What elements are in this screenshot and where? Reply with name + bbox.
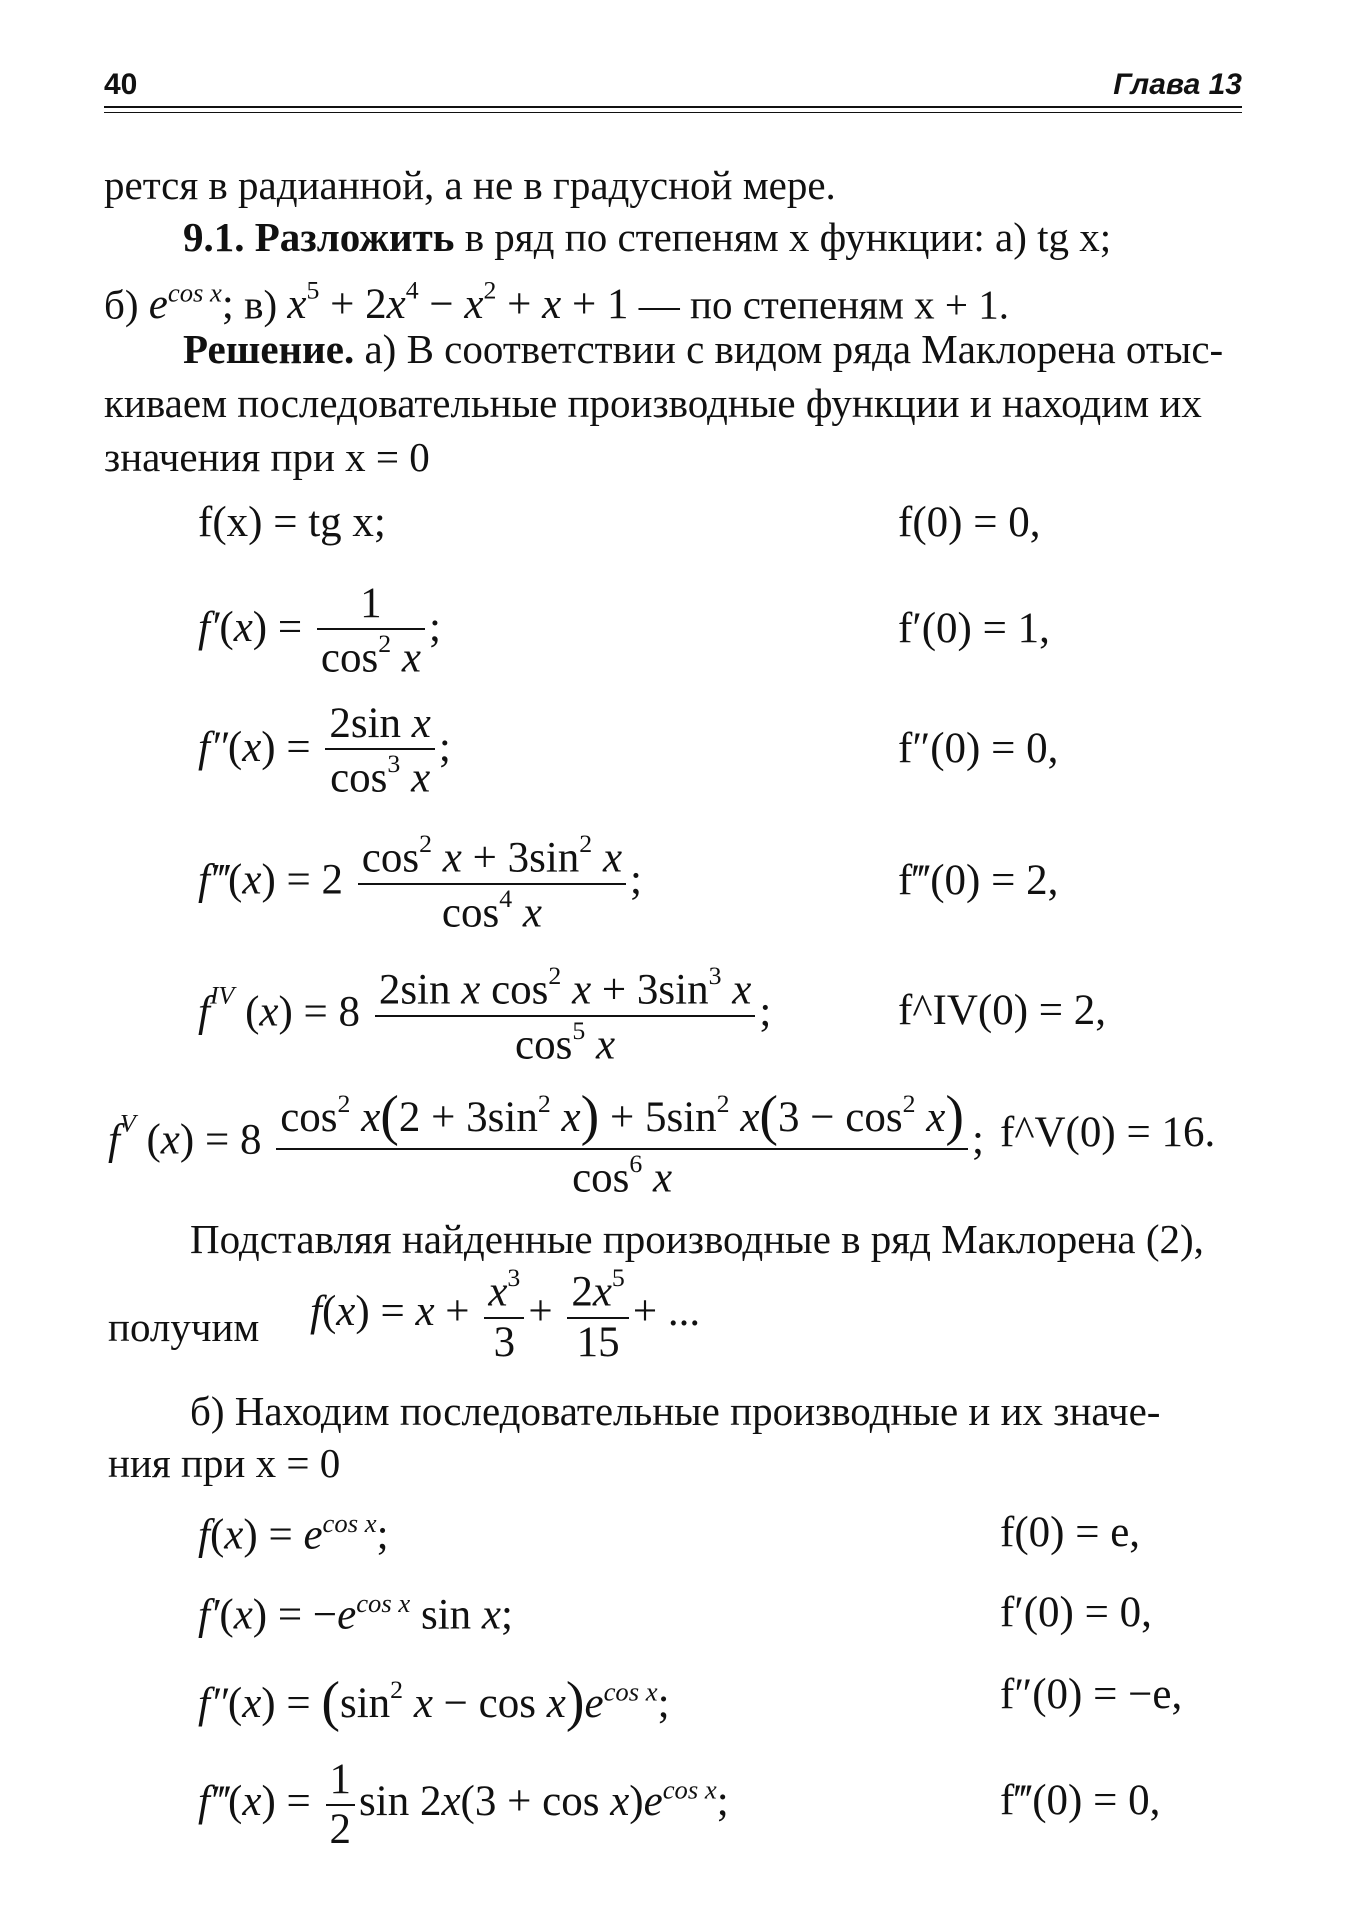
fraction: $\frac{\cos^2 x(2 + 3\sin^2 x) + 5\sin^2 x(3 - \cos^2 x)}{\cos^6 x}$ [276, 1085, 968, 1202]
page-number: 40 [104, 68, 138, 101]
formula-b-0-rhs: f(0) = e, [1000, 1509, 1141, 1556]
solution-label: Решение. [183, 326, 355, 372]
problem-verb: Разложить [254, 214, 455, 260]
formula-a-4-rhs: f^IV(0) = 2, [898, 987, 1107, 1034]
formula-b-2-rhs: f″(0) = −e, [1000, 1671, 1183, 1718]
formula-b-0-lhs: $f(x) = e^{cos x}$; [198, 1508, 389, 1559]
fraction: $\frac{2x^5}{15}$ [567, 1264, 629, 1367]
solution-line-2: киваем последовательные производные функции и находим их [104, 380, 1202, 426]
formula-a-3-rhs: f‴(0) = 2, [898, 857, 1059, 904]
solution-line-3: значения при x = 0 [104, 434, 430, 480]
part-b-line-2: ния при x = 0 [108, 1440, 341, 1486]
problem-statement [183, 210, 1111, 264]
formula-a-2-lhs: f″(x) = $\frac{\text{2sin x}}{\cos^3 x}$ ; [198, 700, 451, 802]
formula-b-2-lhs: $f''(x) = (\sin^2$ $x - \cos x)e^{cos x}$; [198, 1671, 670, 1733]
formula-b-1-lhs: $f'(x) = -e^{cos x}$ sin x; [198, 1588, 513, 1639]
chapter-title: Глава 13 [1113, 68, 1242, 101]
formula-a-3-lhs: f‴(x) = 2 $\frac{\cos^2 x + 3\sin^2 x}{\cos^4 x}$ ; [198, 829, 642, 936]
formula-b-3-lhs: f‴(x) = $\frac{1}{2}$ $\sin 2x(3 + \cos x)e^{cos x}$; [198, 1756, 729, 1854]
fraction: $\frac{\cos^2 x + 3\sin^2 x}{\cos^4 x}$ [358, 830, 626, 937]
formula-a-1-rhs: f′(0) = 1, [898, 605, 1050, 652]
intro-line: рется в радианной, а не в градусной мере. [104, 162, 836, 208]
solution-line-1 [183, 322, 1223, 376]
part-b-line-1: б) Находим последовательные производные и их значе- [190, 1388, 1161, 1434]
fraction: $\frac{1}{\cos^2 x}$ [317, 580, 425, 683]
formula-a-2-rhs: f″(0) = 0, [898, 725, 1059, 772]
formula-a-5-lhs: $f^V$ (x) = 8 $\frac{\cos^2 x(2 + 3\sin^2 x) + 5\sin^2 x(3 - \cos^2 x)}{\cos^6 x}$ ; [108, 1085, 984, 1201]
formula-b-1-rhs: f′(0) = 0, [1000, 1589, 1152, 1636]
problem-number: 9.1. [183, 214, 245, 260]
fraction: $\frac{x^3}{3}$ [484, 1264, 524, 1367]
solution-line-1-text: а) В соответствии с видом ряда Маклорена отыс- [354, 326, 1224, 372]
item-v-label: в) [244, 281, 278, 328]
problem-text: в ряд по степеням x функции: а) tg x; [454, 214, 1112, 260]
maclaurin-series: f(x) = x + $\frac{x^3}{3}$ + $\frac{2x^5}{15}$ + ... [310, 1263, 701, 1366]
formula-a-5-rhs: f^V(0) = 16. [1000, 1109, 1216, 1156]
item-v-tail: — по степеням x + 1. [638, 281, 1010, 328]
formula-a-4-lhs: $f^{IV}$ (x) = 8 $\frac{2\sin x \cos^2 x + 3\sin^3 x}{\cos^5 x}$ ; [198, 961, 772, 1068]
formula-a-1-lhs: f′(x) = $\frac{1}{\cos^2 x}$ ; [198, 580, 441, 682]
formula-a-0-rhs: f(0) = 0, [898, 499, 1041, 546]
header-rule-top [104, 106, 1242, 108]
header-rule-bottom [104, 112, 1242, 113]
item-v-expr: $x^5 + 2x^4 - x^2 + x + 1$ [287, 276, 629, 329]
fraction: $\frac{2\sin x \cos^2 x + 3\sin^3 x}{\cos^5 x}$ [375, 962, 756, 1069]
formula-b-3-rhs: f‴(0) = 0, [1000, 1777, 1161, 1824]
item-b-label: б) [104, 281, 139, 328]
substitution-line: Подставляя найденные производные в ряд Маклорена (2), [190, 1216, 1204, 1262]
formula-a-0-lhs: f(x) = tg x; [198, 499, 386, 546]
fraction: $\frac{\text{2sin x}}{\cos^3 x}$ [325, 700, 435, 803]
substitution-word: получим [108, 1304, 260, 1350]
item-b-expr: $e^{cos x}$; [148, 277, 234, 329]
fraction: $\frac{1}{2}$ [326, 1756, 356, 1854]
